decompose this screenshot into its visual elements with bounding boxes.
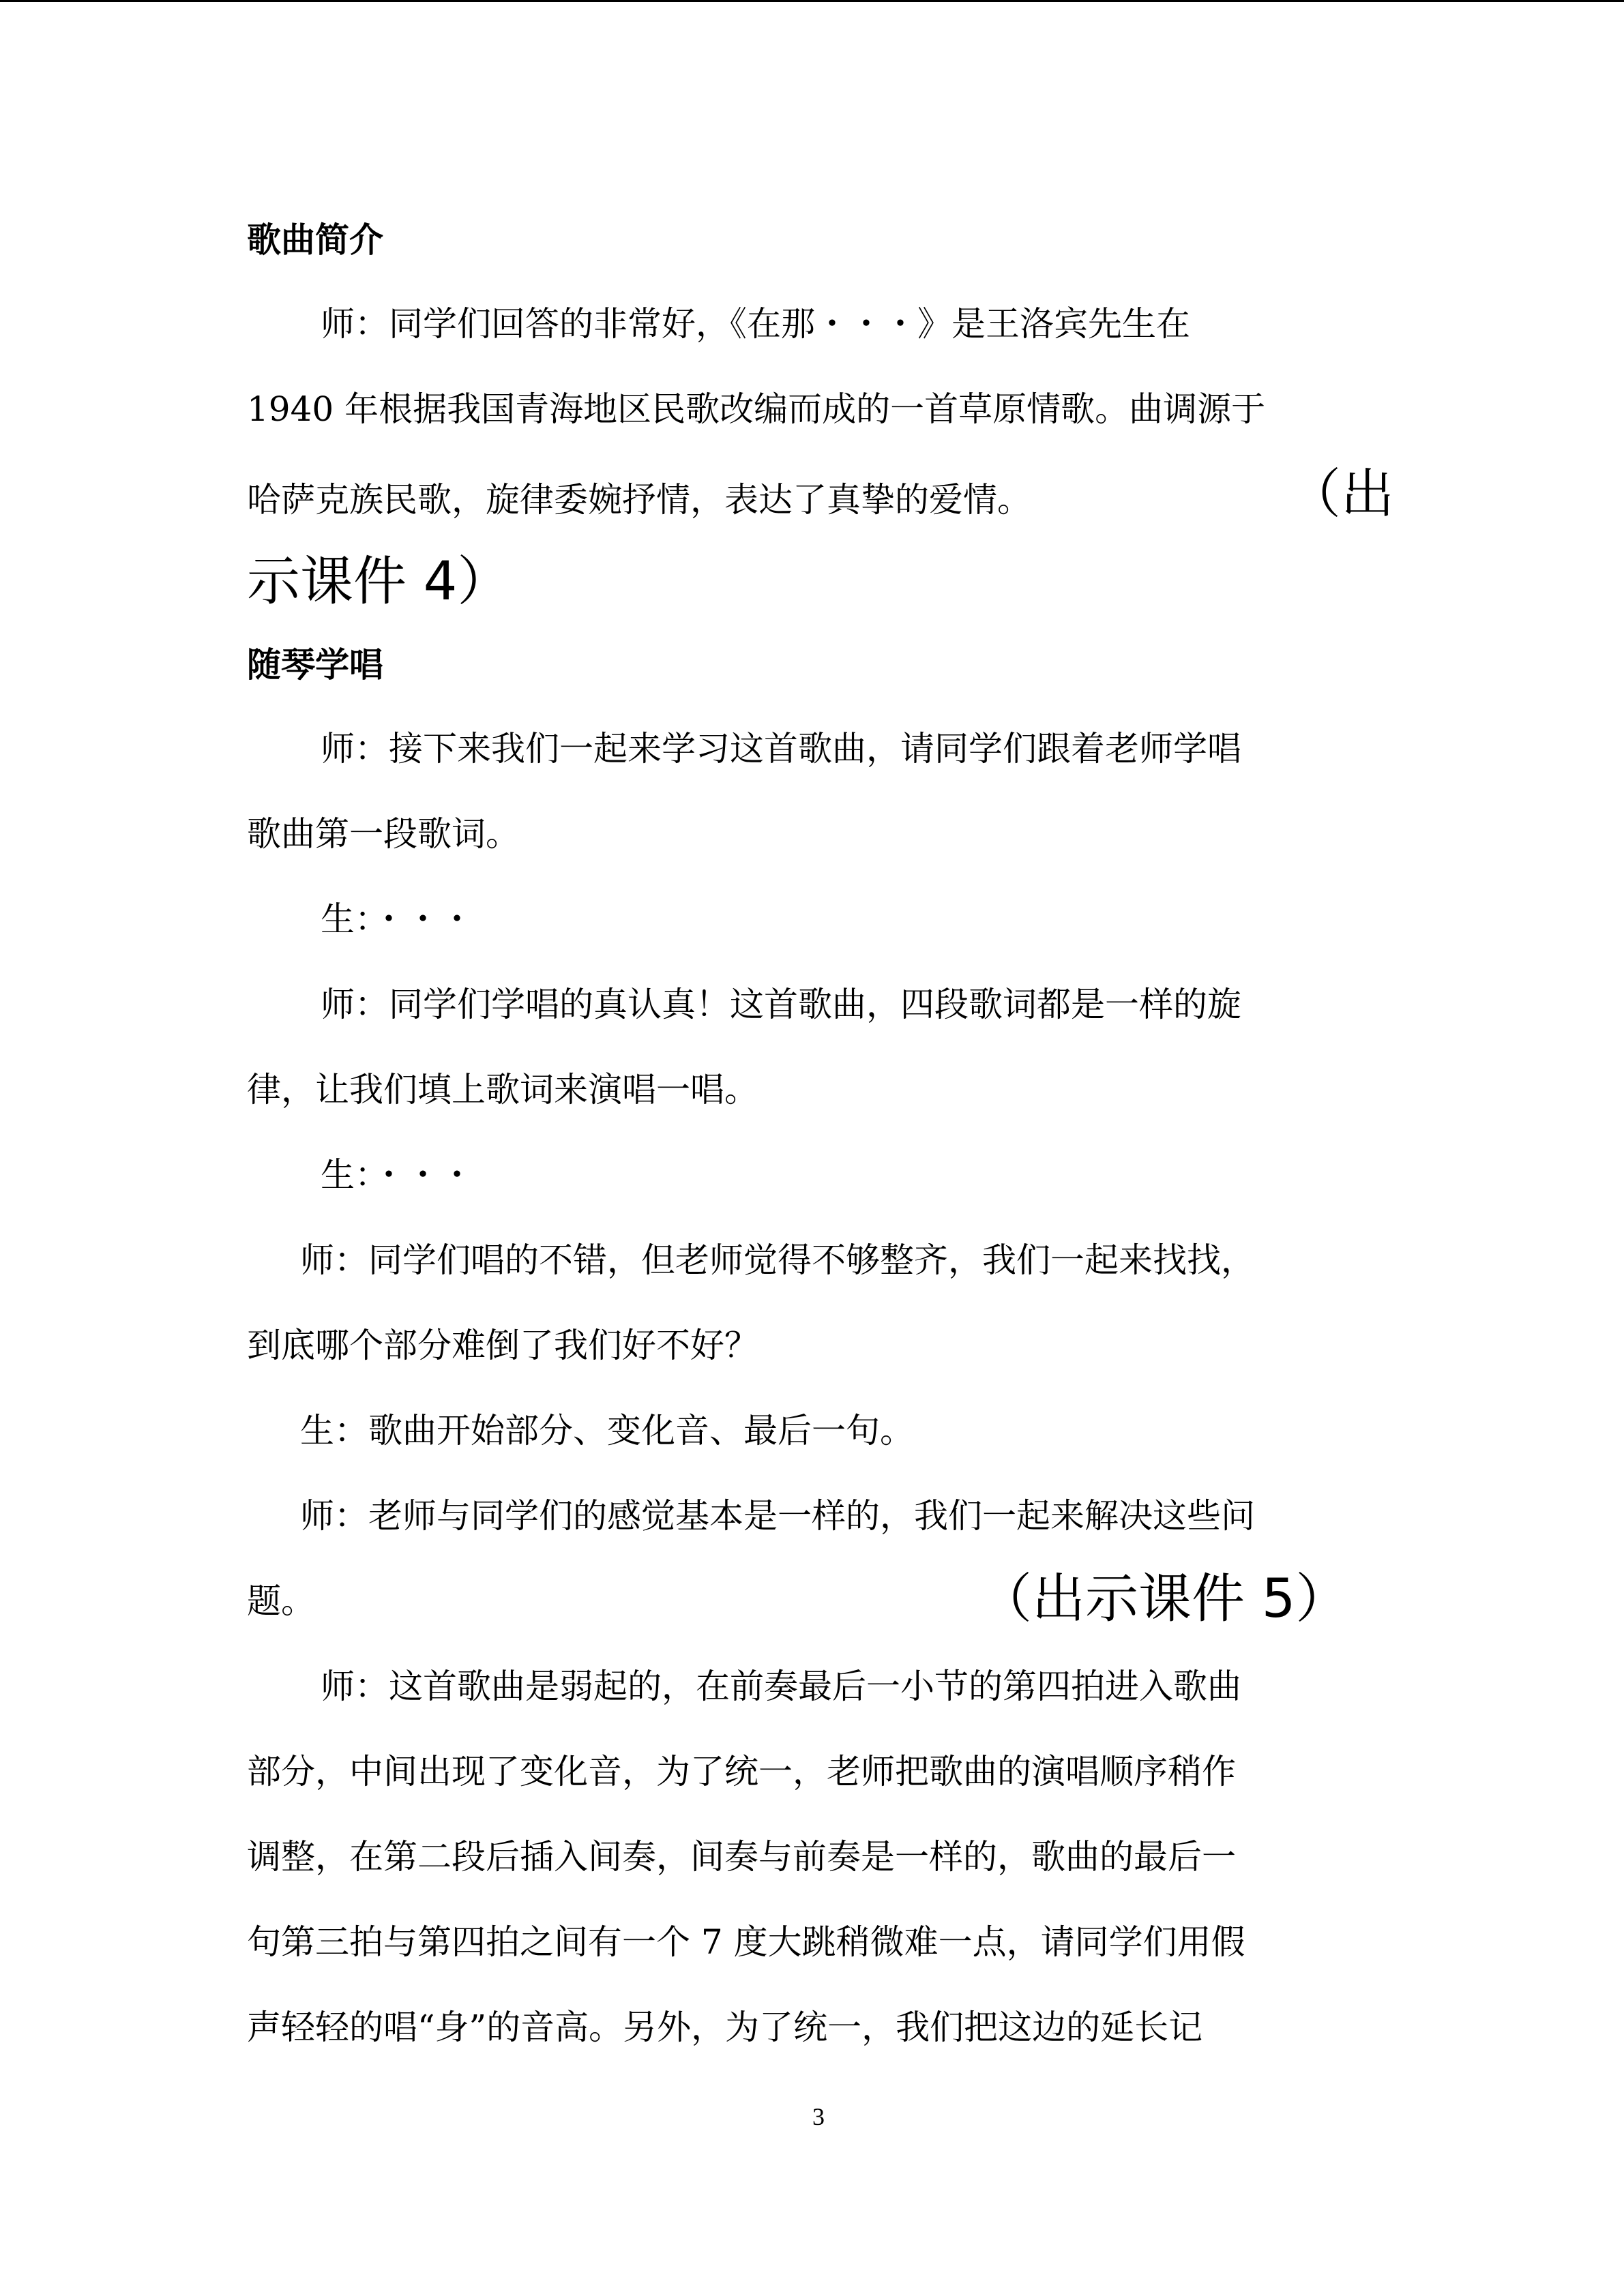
courseware-cue: （出 (1288, 464, 1395, 525)
paragraph-line: 到底哪个部分难倒了我们好不好？ (247, 1326, 758, 1365)
paragraph-line: 生：歌曲开始部分、变化音、最后一句。 (300, 1411, 914, 1450)
section-heading-sing-along: 随琴学唱 (247, 644, 383, 685)
paragraph-line: 句第三拍与第四拍之间有一个 7 度大跳稍微难一点，请同学们用假 (247, 1922, 1245, 1962)
paragraph-line: 题。 (247, 1581, 315, 1621)
paragraph-line: 律，让我们填上歌词来演唱一唱。 (247, 1070, 758, 1109)
section-heading-song-intro: 歌曲简介 (247, 220, 383, 260)
paragraph-line: 声轻轻的唱“身”的音高。另外，为了统一，我们把这边的延长记 (247, 2008, 1203, 2047)
paragraph-line: 师：接下来我们一起来学习这首歌曲，请同学们跟着老师学唱 (321, 729, 1241, 769)
courseware-cue: （出示课件 5） (979, 1568, 1349, 1630)
paragraph-line: 师：这首歌曲是弱起的，在前奏最后一小节的第四拍进入歌曲 (321, 1667, 1241, 1706)
paragraph-line: 歌曲第一段歌词。 (247, 814, 520, 854)
paragraph-line: 生：・・・ (321, 1155, 474, 1195)
courseware-cue: 示课件 4） (247, 551, 511, 612)
page-number: 3 (812, 2103, 825, 2130)
paragraph-line: 师：老师与同学们的感觉基本是一样的，我们一起来解决这些问 (300, 1496, 1255, 1536)
paragraph-line: 生：・・・ (321, 899, 474, 939)
paragraph-line: 师：同学们学唱的真认真！这首歌曲，四段歌词都是一样的旋 (321, 985, 1241, 1024)
paragraph-line: 师：同学们唱的不错，但老师觉得不够整齐，我们一起来找找， (300, 1240, 1255, 1280)
paragraph-line: 哈萨克族民歌，旋律委婉抒情，表达了真挚的爱情。 (247, 480, 1031, 520)
paragraph-line: 1940 年根据我国青海地区民歌改编而成的一首草原情歌。曲调源于 (247, 389, 1266, 429)
paragraph-line: 部分，中间出现了变化音，为了统一，老师把歌曲的演唱顺序稍作 (247, 1752, 1236, 1791)
paragraph-line: 师：同学们回答的非常好，《在那・・・》是王洛宾先生在 (321, 304, 1190, 344)
paragraph-line: 调整，在第二段后插入间奏，间奏与前奏是一样的，歌曲的最后一 (247, 1837, 1236, 1877)
top-border (0, 0, 1624, 2)
